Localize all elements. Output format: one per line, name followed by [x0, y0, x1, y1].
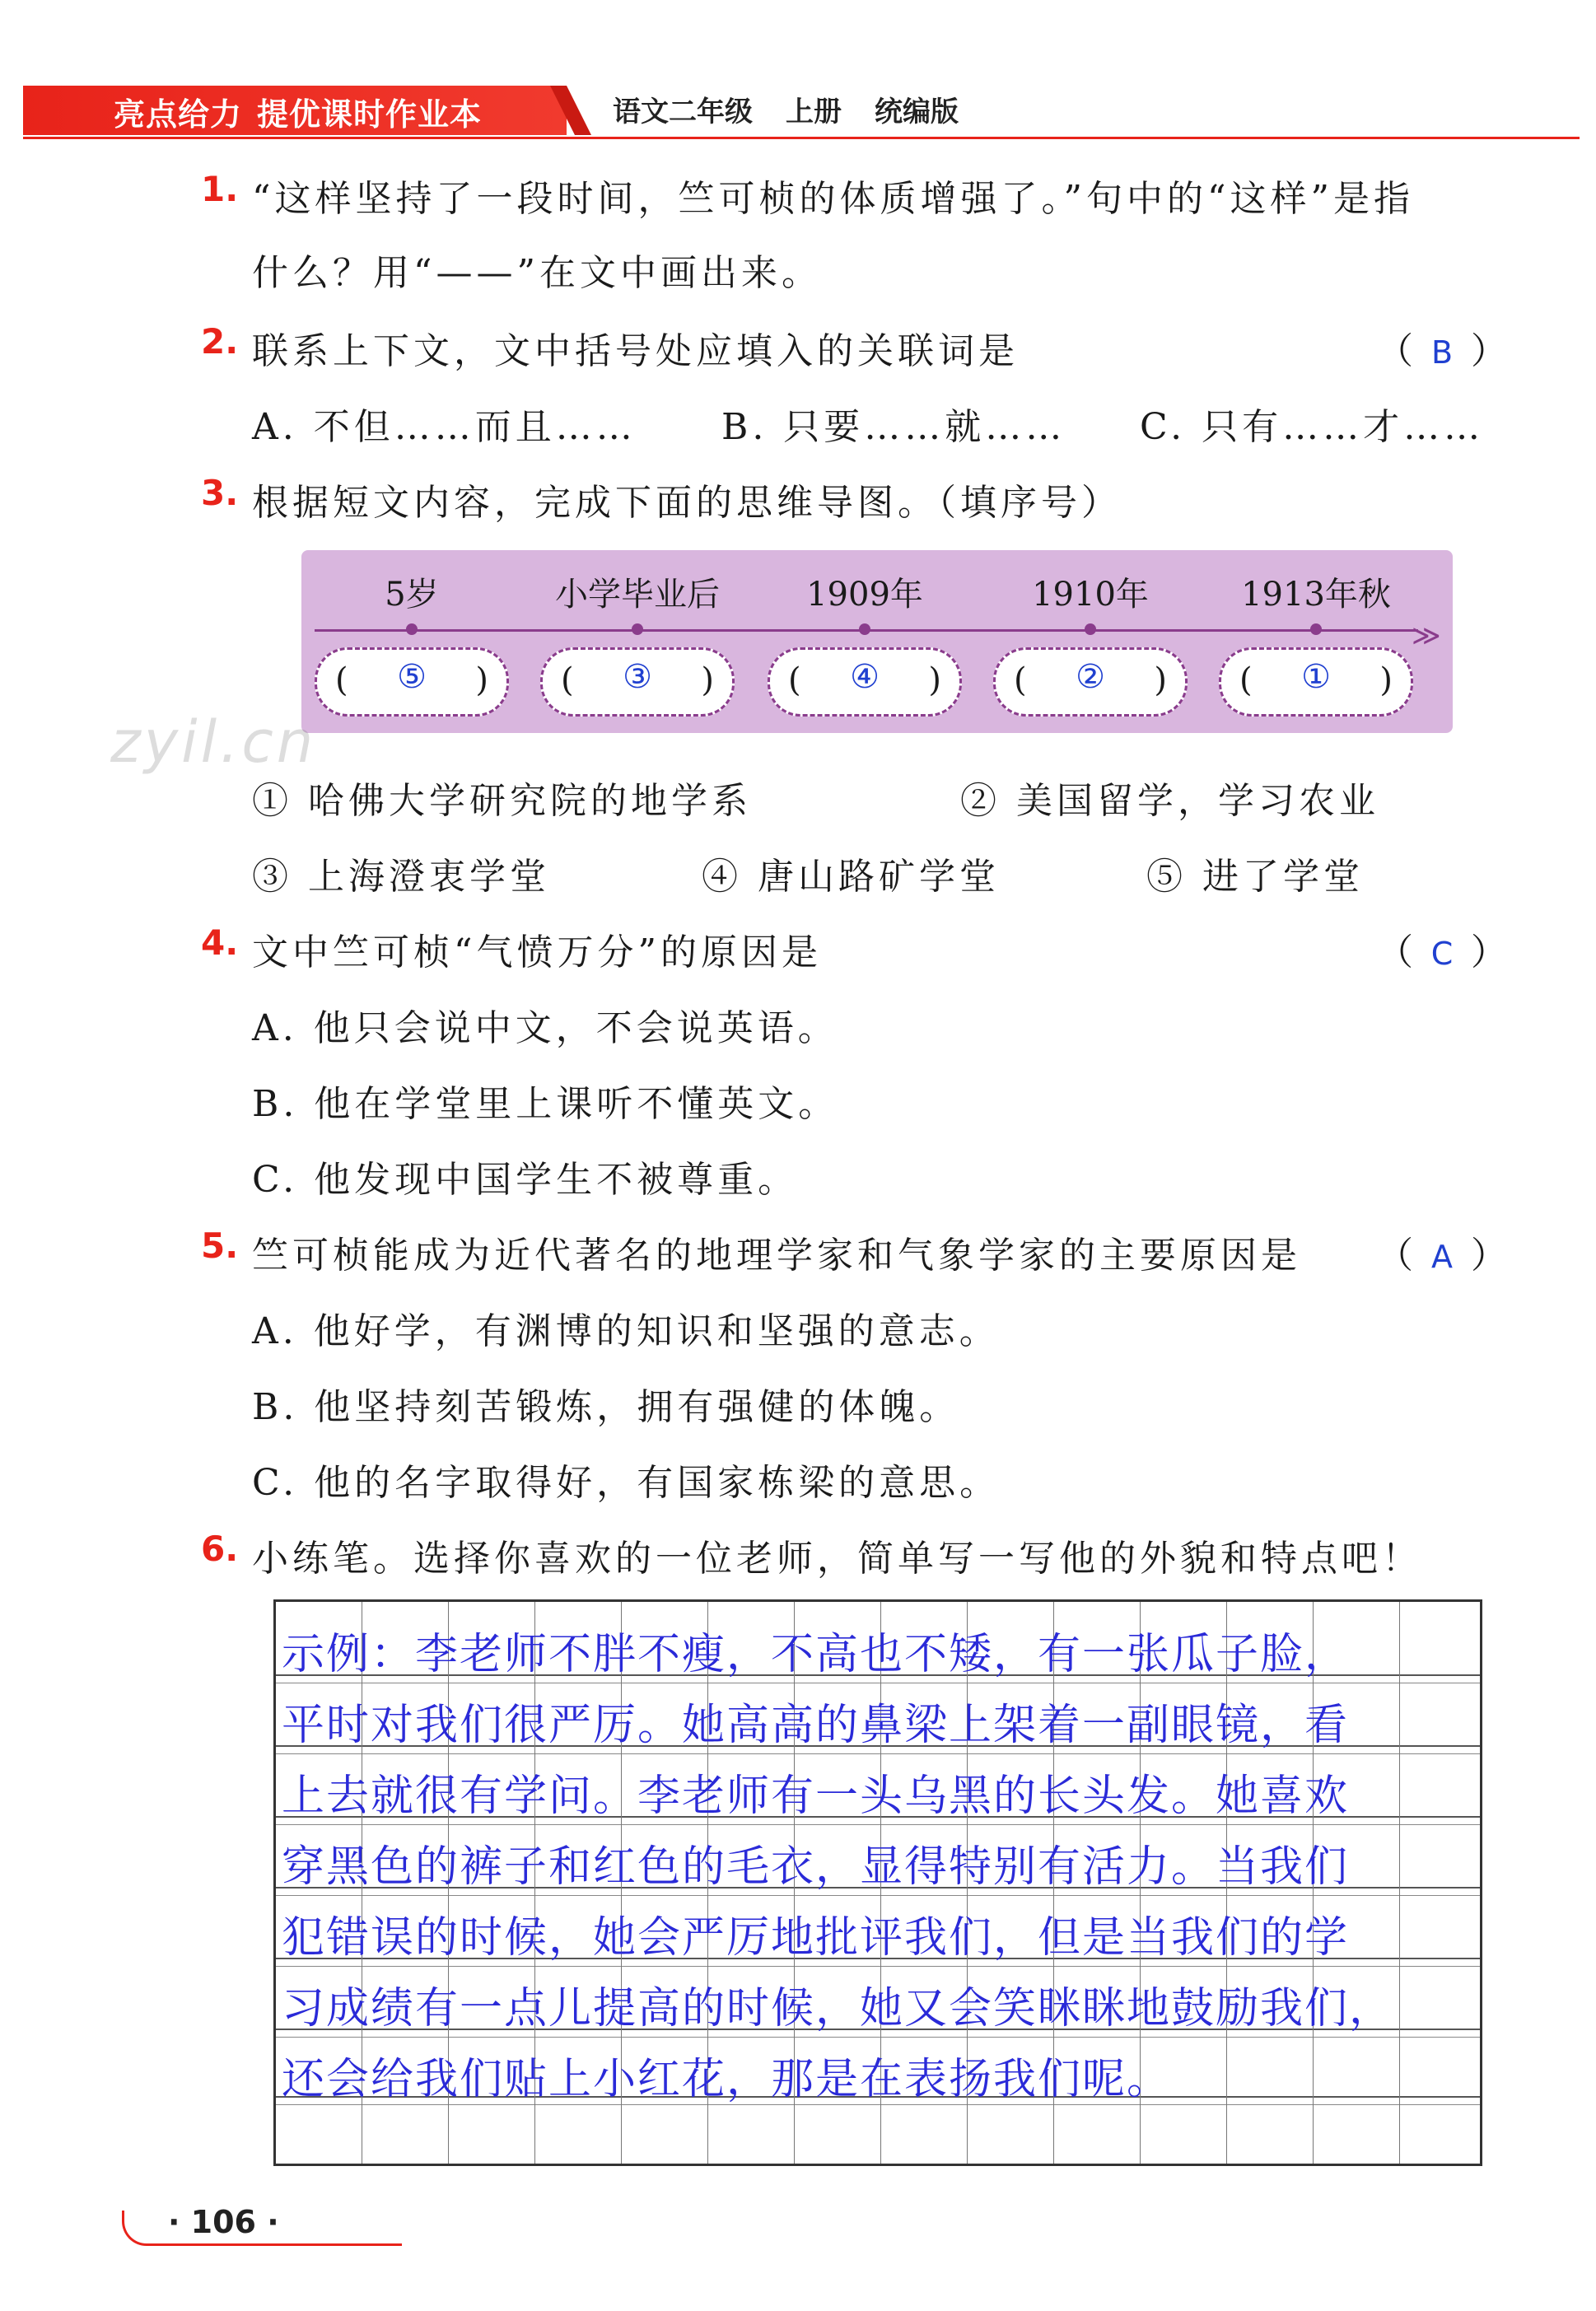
question-text: 小练笔。选择你喜欢的一位老师，简单写一写他的外貌和特点吧！ [252, 1538, 1422, 1580]
handwriting-line: 还会给我们贴上小红花，那是在表扬我们呢。 [282, 2055, 1172, 2104]
timeline-label: 1909年 [806, 576, 923, 614]
choice-5: ⑤ 进了学堂 [1146, 856, 1364, 898]
option-b: B. 只要……就…… [721, 406, 1066, 448]
volume-label: 上册 [786, 96, 842, 128]
handwriting-line: 习成绩有一点儿提高的时候，她又会笑眯眯地鼓励我们， [282, 1984, 1394, 2033]
answer-box: （ C ） [1377, 931, 1507, 973]
timeline-dot [406, 623, 418, 635]
question-number: 1. [201, 169, 239, 209]
option-a: A. 他只会说中文，不会说英语。 [252, 1007, 838, 1049]
series-title [114, 89, 497, 134]
arrow-right-icon: ≫ [1412, 619, 1441, 652]
answer-value: A [1431, 1239, 1453, 1275]
timeline-answer-box: ( ④ ) [768, 647, 962, 717]
question-number: 6. [201, 1529, 239, 1569]
handwriting-line: 示例：李老师不胖不瘦，不高也不矮，有一张瓜子脸， [282, 1630, 1350, 1679]
page-header [23, 79, 1580, 140]
timeline-answer-box: ( ③ ) [540, 647, 735, 717]
option-a: A. 不但……而且…… [252, 406, 637, 448]
answer-value: C [1430, 936, 1454, 972]
answer-box: （ A ） [1377, 1235, 1507, 1277]
timeline-answer-box: ( ① ) [1219, 647, 1413, 717]
question-number: 5. [201, 1226, 239, 1266]
answer-value: ③ [623, 658, 652, 696]
edition-label: 统编版 [875, 96, 959, 128]
timeline-label: 1913年秋 [1241, 576, 1391, 614]
choice-3: ③ 上海澄衷学堂 [252, 856, 550, 898]
question-number: 4. [201, 922, 239, 963]
choice-4: ④ 唐山路矿学堂 [702, 856, 1000, 898]
option-c: C. 他发现中国学生不被尊重。 [252, 1159, 799, 1201]
choice-1: ① 哈佛大学研究院的地学系 [252, 780, 752, 822]
header-rule [23, 137, 1580, 139]
question-text: 联系上下文，文中括号处应填入的关联词是 [252, 330, 1019, 372]
question-1-line2: 什么？用“——”在文中画出来。 [252, 252, 822, 294]
answer-value: ⑤ [397, 658, 427, 696]
option-a: A. 他好学，有渊博的知识和坚强的意志。 [252, 1310, 1000, 1352]
answer-value: ① [1301, 658, 1331, 696]
series-name-a: 亮点给力 [114, 96, 243, 133]
timeline-dot [1310, 623, 1322, 635]
question-number: 2. [201, 321, 239, 362]
timeline-answer-box: ( ② ) [993, 647, 1188, 717]
mind-map-timeline [301, 550, 1453, 733]
choice-2: ② 美国留学，学习农业 [960, 780, 1379, 822]
series-name-b: 提优课时作业本 [257, 96, 483, 133]
handwriting-line: 平时对我们很严厉。她高高的鼻梁上架着一副眼镜，看 [282, 1701, 1350, 1750]
timeline-label: 1910年 [1032, 576, 1149, 614]
question-text: 竺可桢能成为近代著名的地理学家和气象学家的主要原因是 [252, 1235, 1301, 1277]
question-text: “这样坚持了一段时间，竺可桢的体质增强了。”句中的“这样”是指 [252, 178, 1414, 220]
answer-value: B [1430, 334, 1454, 371]
handwriting-line: 穿黑色的裤子和红色的毛衣，显得特别有活力。当我们 [282, 1842, 1350, 1892]
answer-value: ② [1076, 658, 1105, 696]
footer-rule [158, 2243, 402, 2246]
handwriting-line: 犯错误的时候，她会严厉地批评我们，但是当我们的学 [282, 1913, 1350, 1963]
timeline-label: 小学毕业后 [555, 576, 720, 614]
option-b: B. 他坚持刻苦锻炼，拥有强健的体魄。 [252, 1386, 960, 1428]
handwriting-line: 上去就很有学问。李老师有一头乌黑的长头发。她喜欢 [282, 1772, 1350, 1821]
footer-curve [122, 2211, 162, 2246]
option-c: C. 只有……才…… [1140, 406, 1485, 448]
watermark: zyil.cn [110, 708, 317, 776]
question-number: 3. [201, 473, 239, 513]
timeline-label: 5岁 [385, 576, 439, 614]
book-meta [613, 89, 992, 129]
page-number: · 106 · [168, 2204, 279, 2240]
question-text: 文中竺可桢“气愤万分”的原因是 [252, 931, 822, 973]
option-b: B. 他在学堂里上课听不懂英文。 [252, 1083, 839, 1125]
timeline-dot [859, 623, 870, 635]
timeline-dot [632, 623, 643, 635]
timeline-dot [1085, 623, 1096, 635]
answer-box: （ B ） [1377, 330, 1507, 372]
question-text: 根据短文内容，完成下面的思维导图。（填序号） [252, 482, 1122, 524]
option-c: C. 他的名字取得好，有国家栋梁的意思。 [252, 1462, 1001, 1504]
timeline-answer-box: ( ⑤ ) [315, 647, 509, 717]
subject-label: 语文二年级 [613, 96, 753, 128]
answer-value: ④ [850, 658, 880, 696]
